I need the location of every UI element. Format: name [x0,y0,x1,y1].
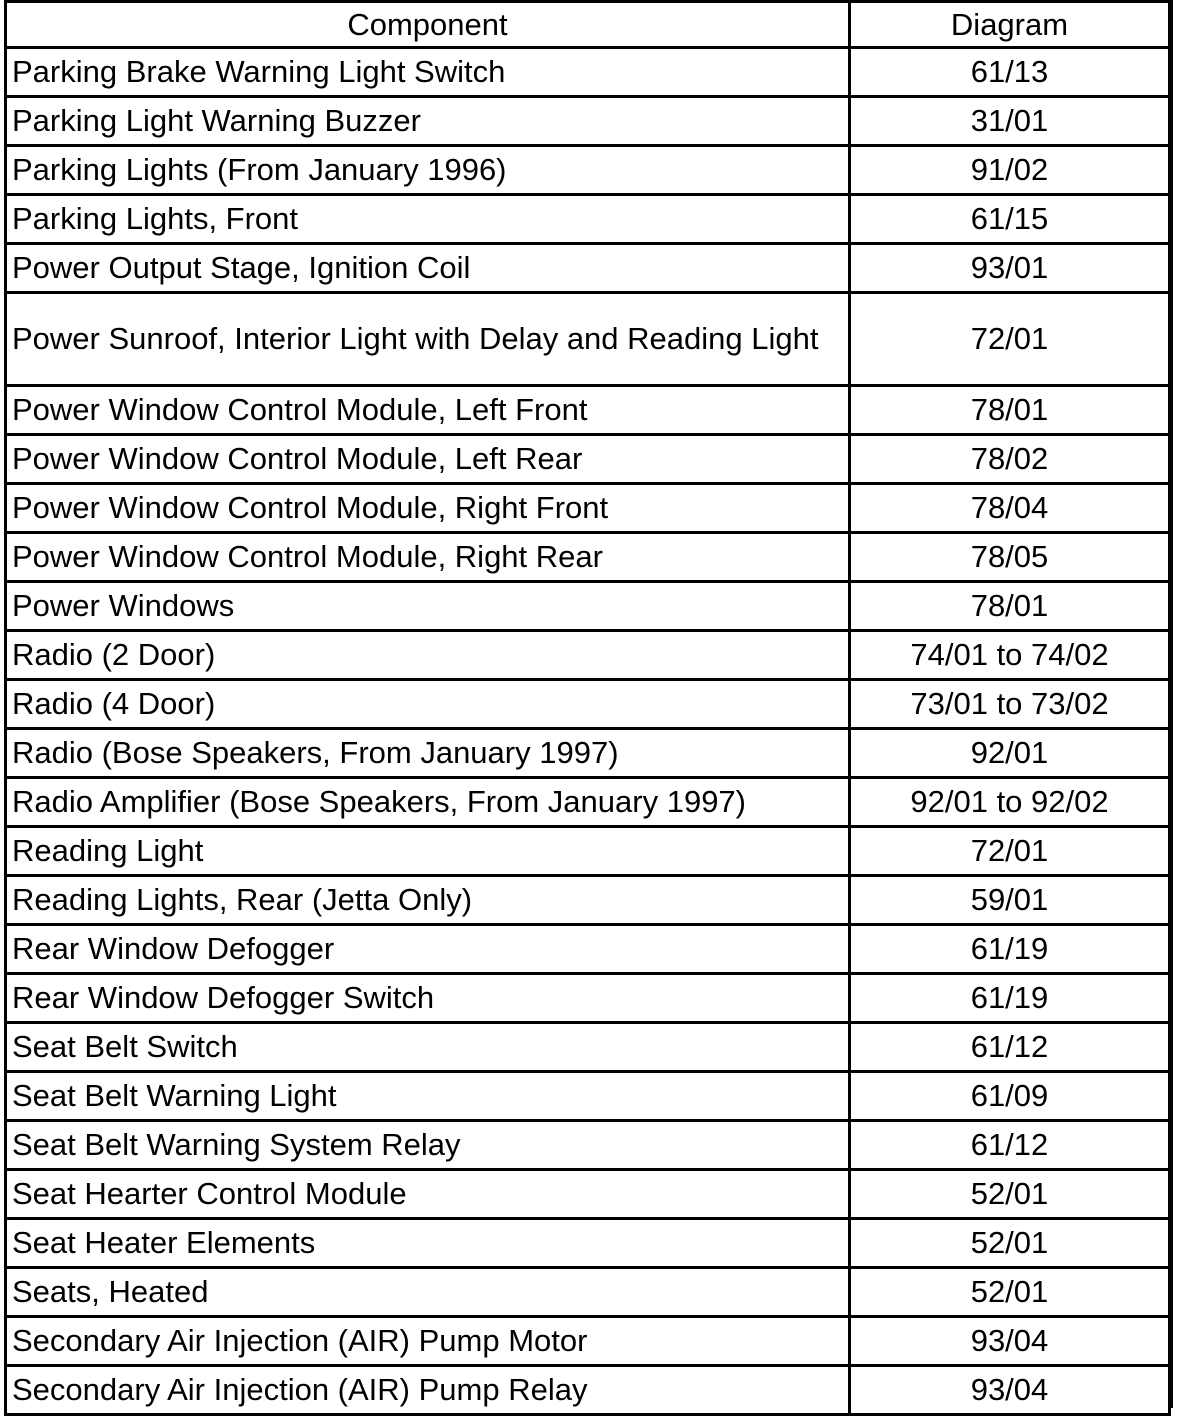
diagram-cell: 31/01 [850,97,1170,146]
table-row [6,876,1170,925]
diagram-cell: 61/15 [850,195,1170,244]
diagram-cell: 61/12 [850,1121,1170,1170]
diagram-cell: 78/02 [850,435,1170,484]
table-row [6,1023,1170,1072]
component-cell: Rear Window Defogger [6,925,850,974]
diagram-cell: 93/01 [850,244,1170,293]
component-cell: Seat Heater Elements [6,1219,850,1268]
component-cell: Radio Amplifier (Bose Speakers, From January 1997) [6,778,850,827]
diagram-cell: 52/01 [850,1219,1170,1268]
diagram-cell: 72/01 [850,827,1170,876]
component-cell: Reading Light [6,827,850,876]
table-row [6,1366,1170,1415]
component-cell: Radio (Bose Speakers, From January 1997) [6,729,850,778]
component-cell: Secondary Air Injection (AIR) Pump Motor [6,1317,850,1366]
table-row [6,1268,1170,1317]
table-row [6,1219,1170,1268]
table-row [6,1072,1170,1121]
table-row [6,631,1170,680]
diagram-cell: 61/19 [850,925,1170,974]
table-row [6,1317,1170,1366]
component-cell: Power Window Control Module, Left Front [6,386,850,435]
table-row [6,97,1170,146]
table-row [6,974,1170,1023]
component-cell: Radio (4 Door) [6,680,850,729]
component-cell: Power Window Control Module, Right Rear [6,533,850,582]
component-cell: Parking Brake Warning Light Switch [6,48,850,97]
table-row [6,778,1170,827]
diagram-cell: 78/01 [850,386,1170,435]
table-row [6,48,1170,97]
component-cell: Power Window Control Module, Right Front [6,484,850,533]
table-row [6,435,1170,484]
table-row [6,533,1170,582]
header-component: Component [6,2,850,48]
diagram-cell: 52/01 [850,1268,1170,1317]
table-row [6,1170,1170,1219]
component-cell: Parking Lights (From January 1996) [6,146,850,195]
diagram-cell: 61/09 [850,1072,1170,1121]
diagram-cell: 92/01 to 92/02 [850,778,1170,827]
header-diagram: Diagram [850,2,1170,48]
diagram-cell: 61/12 [850,1023,1170,1072]
component-cell: Power Output Stage, Ignition Coil [6,244,850,293]
table-row [6,484,1170,533]
component-cell: Seats, Heated [6,1268,850,1317]
diagram-cell: 52/01 [850,1170,1170,1219]
table-row [6,729,1170,778]
component-cell: Seat Belt Warning System Relay [6,1121,850,1170]
component-cell: Radio (2 Door) [6,631,850,680]
component-cell: Seat Belt Warning Light [6,1072,850,1121]
table-header-row [6,2,1170,48]
table-row [6,680,1170,729]
component-cell: Seat Belt Switch [6,1023,850,1072]
table-row [6,827,1170,876]
component-cell: Rear Window Defogger Switch [6,974,850,1023]
diagram-cell: 91/02 [850,146,1170,195]
diagram-cell: 93/04 [850,1317,1170,1366]
component-cell: Power Sunroof, Interior Light with Delay and Reading Light [6,293,850,386]
component-cell: Parking Light Warning Buzzer [6,97,850,146]
component-cell: Parking Lights, Front [6,195,850,244]
page-right-border [1168,0,1173,1408]
table-row [6,146,1170,195]
table-row [6,925,1170,974]
table-row [6,195,1170,244]
table-row [6,244,1170,293]
diagram-cell: 78/04 [850,484,1170,533]
component-cell: Seat Hearter Control Module [6,1170,850,1219]
diagram-cell: 78/01 [850,582,1170,631]
component-diagram-table [4,0,1171,1416]
diagram-cell: 93/04 [850,1366,1170,1415]
diagram-cell: 61/13 [850,48,1170,97]
table-row [6,1121,1170,1170]
component-cell: Reading Lights, Rear (Jetta Only) [6,876,850,925]
diagram-cell: 74/01 to 74/02 [850,631,1170,680]
diagram-cell: 92/01 [850,729,1170,778]
component-cell: Secondary Air Injection (AIR) Pump Relay [6,1366,850,1415]
diagram-cell: 61/19 [850,974,1170,1023]
table-row [6,386,1170,435]
diagram-cell: 72/01 [850,293,1170,386]
diagram-cell: 78/05 [850,533,1170,582]
diagram-cell: 73/01 to 73/02 [850,680,1170,729]
component-cell: Power Window Control Module, Left Rear [6,435,850,484]
component-diagram-table-container [4,0,1168,1416]
component-cell: Power Windows [6,582,850,631]
diagram-cell: 59/01 [850,876,1170,925]
table-row [6,293,1170,386]
table-row [6,582,1170,631]
